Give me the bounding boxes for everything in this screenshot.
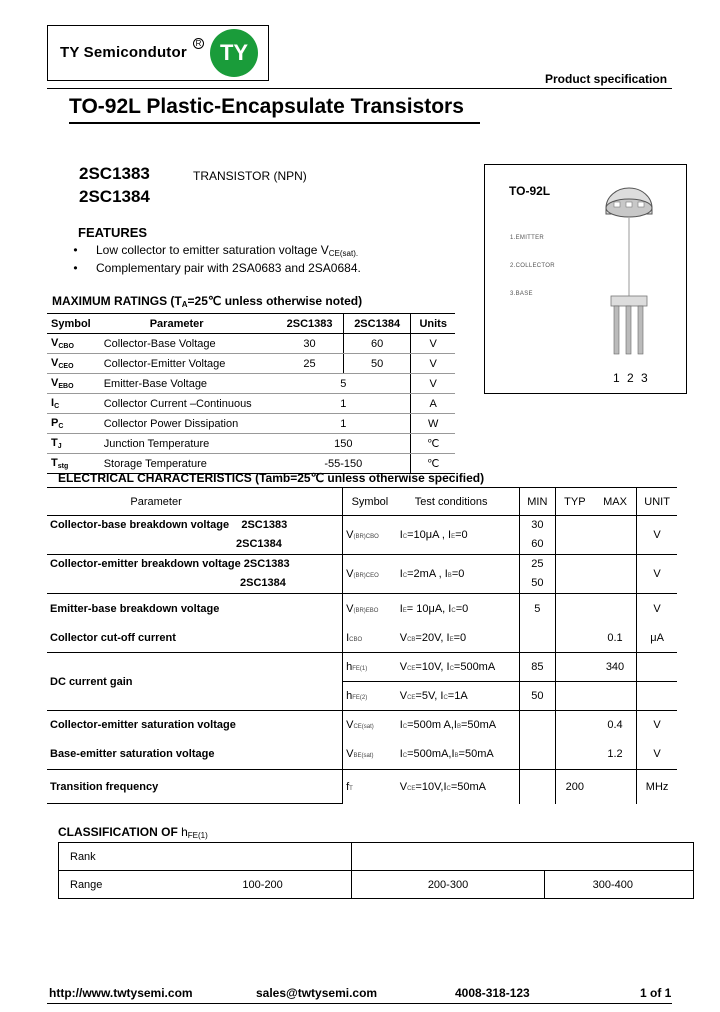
bullet-icon: • xyxy=(70,243,78,257)
pin-label-2: 2.COLLECTOR xyxy=(510,263,555,269)
logo-text: TY Semicondutor xyxy=(60,44,187,61)
brand-logo-icon: TY xyxy=(210,29,258,77)
header-divider xyxy=(47,88,672,89)
table-row: Base-emitter saturation voltage VBE(sat) IC=500mA,IB=50mA 1.2 V xyxy=(47,740,677,770)
footer-email[interactable]: sales@twtysemi.com xyxy=(256,986,378,1000)
table-row: hFE(2) VCE=5V, IC=1A 50 xyxy=(47,682,677,711)
feature-item: • Low collector to emitter saturation voltage VCE(sat). xyxy=(70,243,359,258)
feature-item: • Complementary pair with 2SA0683 and 2SA0684. xyxy=(70,261,361,275)
table-row: $P_C$ Collector Power Dissipation 1 W xyxy=(47,414,455,434)
table-row: DC current gain hFE(1) VCE=10V, IC=500mA 85 340 xyxy=(47,653,677,682)
footer-divider xyxy=(47,1003,672,1004)
table-header-row: Parameter Symbol Test conditions MIN TYP MAX UNIT xyxy=(47,488,677,516)
max-ratings-heading: MAXIMUM RATINGS (TA=25℃ unless otherwise noted) xyxy=(52,294,363,309)
footer-phone: 4008-318-123 xyxy=(455,986,530,1000)
table-row: $V_{CEO}$ Collector-Emitter Voltage 25 50 V xyxy=(47,354,455,374)
page-number: 1 of 1 xyxy=(640,986,672,1000)
table-row: $T_J$ Junction Temperature 150 ℃ xyxy=(47,434,455,454)
table-row: Transition frequency fT VCE=10V,IC=50mA 200 MHz xyxy=(47,770,677,804)
electrical-table xyxy=(47,487,677,804)
part-number-1: 2SC1383 xyxy=(79,164,150,183)
to92l-package-icon xyxy=(600,186,660,376)
package-name: TO-92L xyxy=(509,184,551,198)
table-row: Collector-emitter saturation voltage VCE(sat) IC=500m A,IB=50mA 0.4 V xyxy=(47,711,677,740)
table-row: Collector cut-off current ICBO VCB=20V, IE=0 0.1 μA xyxy=(47,624,677,653)
table-row: $V_{CBO}$ Collector-Base Voltage 30 60 V xyxy=(47,334,455,354)
table-row: Rank xyxy=(59,843,694,871)
registered-mark-icon: R xyxy=(193,38,204,49)
table-row: $V_{EBO}$ Emitter-Base Voltage 5 V xyxy=(47,374,455,394)
table-row: Collector-emitter breakdown voltage 2SC1383 2SC1384 V(BR)CEO IC=2mA , IB=0 25 50 V xyxy=(47,555,677,594)
footer-url[interactable]: http://www.twtysemi.com xyxy=(49,986,193,1000)
table-row: $T_{stg}$ Storage Temperature -55-150 ℃ xyxy=(47,454,455,474)
classification-heading: CLASSIFICATION OF hFE(1) xyxy=(58,825,208,840)
transistor-type: TRANSISTOR (NPN) xyxy=(193,169,307,183)
table-row: Emitter-base breakdown voltage V(BR)EBO IE= 10μA, IC=0 5 V xyxy=(47,594,677,624)
max-ratings-table xyxy=(47,313,455,474)
pin-numbers: 1 2 3 xyxy=(613,371,650,385)
electrical-heading: ELECTRICAL CHARACTERISTICS (Tamb=25℃ unless otherwise specified) xyxy=(58,471,485,485)
features-heading: FEATURES xyxy=(78,225,148,240)
table-row: Range 100-200 200-300 300-400 xyxy=(59,871,694,899)
spec-label: Product specification xyxy=(545,72,668,86)
pin-label-3: 3.BASE xyxy=(510,291,533,297)
bullet-icon: • xyxy=(70,261,78,275)
table-row: Collector-base breakdown voltage 2SC1383 2SC1384 V(BR)CBO IC=10μA , IE=0 30 60 V xyxy=(47,516,677,555)
part-number-2: 2SC1384 xyxy=(79,187,150,206)
table-header-row: Symbol Parameter 2SC1383 2SC1384 Units xyxy=(47,314,455,334)
pin-label-1: 1.EMITTER xyxy=(510,235,545,241)
page-title: TO-92L Plastic-Encapsulate Transistors xyxy=(69,95,464,118)
classification-table xyxy=(58,842,694,899)
title-underline xyxy=(69,122,480,124)
table-row: $I_C$ Collector Current –Continuous 1 A xyxy=(47,394,455,414)
